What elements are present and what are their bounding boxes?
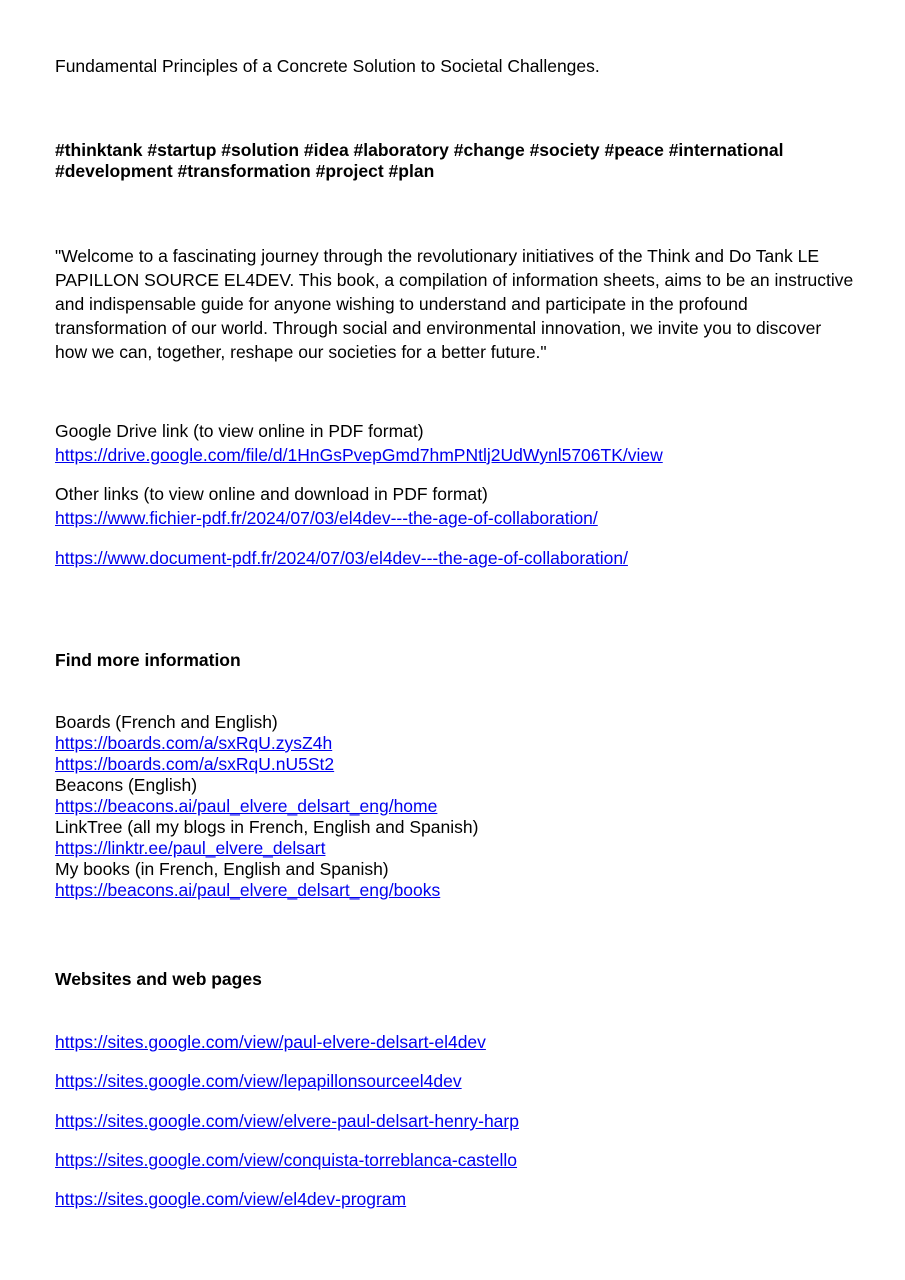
more-info-list — [55, 712, 478, 901]
other-links-label: Other links (to view online and download in PDF format) — [55, 484, 488, 504]
boards-link-1[interactable]: https://boards.com/a/sxRqU.zysZ4h — [55, 733, 333, 753]
books-label: My books (in French, English and Spanish) — [55, 859, 389, 879]
document-pdf-link[interactable]: https://www.document-pdf.fr/2024/07/03/el4dev---the-age-of-collaboration/ — [55, 548, 628, 568]
books-link[interactable]: https://beacons.ai/paul_elvere_delsart_eng/books — [55, 880, 441, 900]
intro-paragraph: "Welcome to a fascinating journey through the revolutionary initiatives of the Think and Do Tank LE PAPILLON SOURCE EL4DEV. This book, a compilation of information sheets, aims to be an instructive and indispensable guide for anyone wishing to understand and participate in the profound transformation of our world. Through social and environmental innovation, we invite you to discover how we can, together, reshape our societies for a better future." — [55, 246, 854, 362]
find-more-heading: Find more information — [55, 650, 241, 670]
linktree-link[interactable]: https://linktr.ee/paul_elvere_delsart — [55, 838, 326, 858]
boards-link-2[interactable]: https://boards.com/a/sxRqU.nU5St2 — [55, 754, 335, 774]
website-link-3[interactable]: https://sites.google.com/view/elvere-paul-delsart-henry-harp — [55, 1111, 519, 1131]
website-link-5[interactable]: https://sites.google.com/view/el4dev-program — [55, 1189, 407, 1209]
linktree-label: LinkTree (all my blogs in French, English and Spanish) — [55, 817, 479, 837]
document-title: Fundamental Principles of a Concrete Solution to Societal Challenges. — [55, 56, 600, 76]
websites-heading: Websites and web pages — [55, 969, 262, 989]
beacons-label: Beacons (English) — [55, 775, 198, 795]
beacons-link[interactable]: https://beacons.ai/paul_elvere_delsart_eng/home — [55, 796, 438, 816]
hashtags: #thinktank #startup #solution #idea #laboratory #change #society #peace #international #development #transformation #project #plan — [55, 140, 784, 181]
fichier-pdf-link[interactable]: https://www.fichier-pdf.fr/2024/07/03/el4dev---the-age-of-collaboration/ — [55, 508, 598, 528]
website-link-4[interactable]: https://sites.google.com/view/conquista-torreblanca-castello — [55, 1150, 518, 1170]
website-link-2[interactable]: https://sites.google.com/view/lepapillonsourceel4dev — [55, 1071, 462, 1091]
website-link-1[interactable]: https://sites.google.com/view/paul-elvere-delsart-el4dev — [55, 1032, 486, 1052]
drive-link[interactable]: https://drive.google.com/file/d/1HnGsPvepGmd7hmPNtlj2UdWynl5706TK/view — [55, 445, 663, 465]
boards-label: Boards (French and English) — [55, 712, 278, 732]
drive-label: Google Drive link (to view online in PDF format) — [55, 421, 424, 441]
